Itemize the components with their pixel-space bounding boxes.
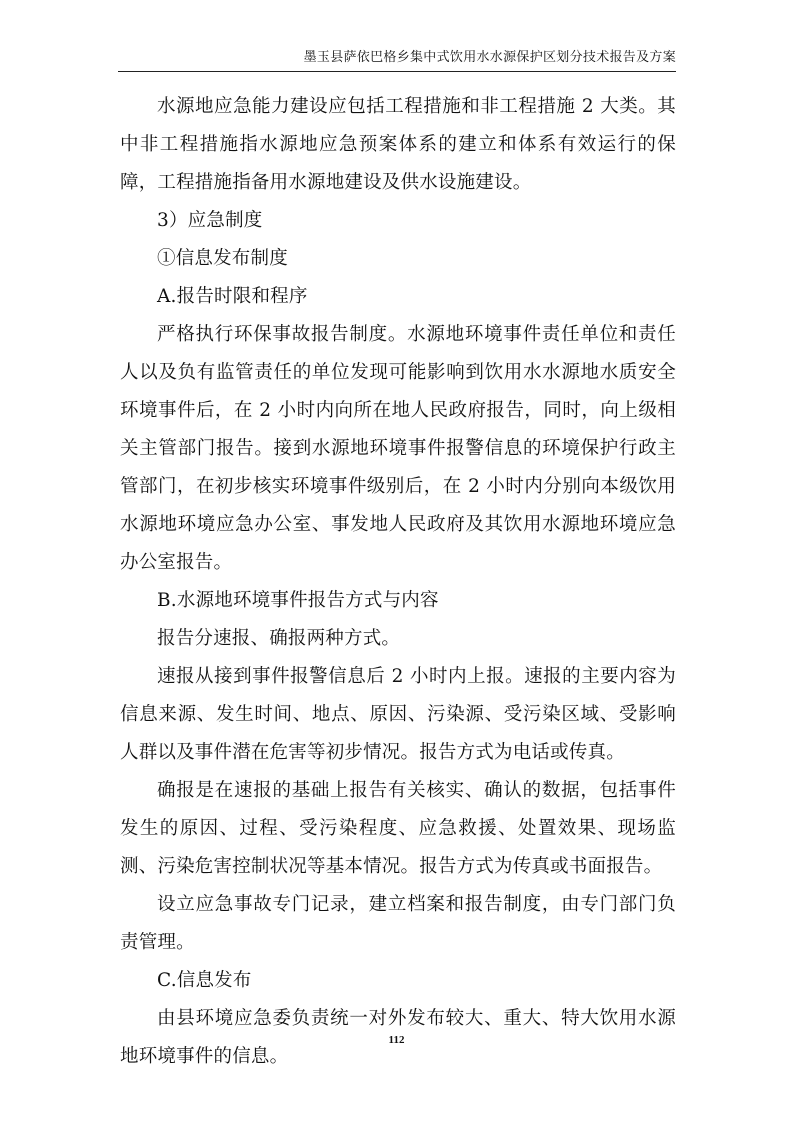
paragraph: 设立应急事故专门记录，建立档案和报告制度，由专门部门负责管理。: [120, 894, 676, 953]
item-heading: A.报告时限和程序: [157, 286, 308, 307]
paragraph: 水源地应急能力建设应包括工程措施和非工程措施 2 大类。其中非工程措施指水源地应急预案体系的建立和体系有效运行的保障，工程措施指备用水源地建设及供水设施建设。: [120, 96, 676, 193]
subsection-heading: ①信息发布制度: [157, 248, 288, 269]
document-body: [120, 88, 676, 1076]
paragraph: 由县环境应急委负责统一对外发布较大、重大、特大饮用水源地环境事件的信息。: [120, 1008, 676, 1067]
item-heading: B.水源地环境事件报告方式与内容: [157, 590, 439, 611]
paragraph: 报告分速报、确报两种方式。: [157, 628, 401, 649]
item-heading: C.信息发布: [157, 970, 252, 991]
paragraph: 严格执行环保事故报告制度。水源地环境事件责任单位和责任人以及负有监管责任的单位发现可能影响到饮用水水源地水质安全环境事件后，在 2 小时内向所在地人民政府报告，同时，向上级相关主管部门报告。接到水源地环境事件报警信息的环境保护行政主管部门，在初步核实环境事件级别后，在 2 小时内分别向本级饮用水源地环境应急办公室、事发地人民政府及其饮用水源地环境应急办公室报告。: [120, 324, 676, 573]
paragraph: 速报从接到事件报警信息后 2 小时内上报。速报的主要内容为信息来源、发生时间、地点、原因、污染源、受污染区域、受影响人群以及事件潜在危害等初步情况。报告方式为电话或传真。: [120, 666, 676, 763]
section-heading: 3）应急制度: [157, 210, 263, 231]
header-divider: [118, 71, 676, 72]
paragraph: 确报是在速报的基础上报告有关核实、确认的数据，包括事件发生的原因、过程、受污染程度、应急救援、处置效果、现场监测、污染危害控制状况等基本情况。报告方式为传真或书面报告。: [120, 780, 676, 877]
page-number: 112: [388, 1034, 405, 1046]
running-header: 墨玉县萨依巴格乡集中式饮用水水源保护区划分技术报告及方案: [303, 50, 676, 65]
